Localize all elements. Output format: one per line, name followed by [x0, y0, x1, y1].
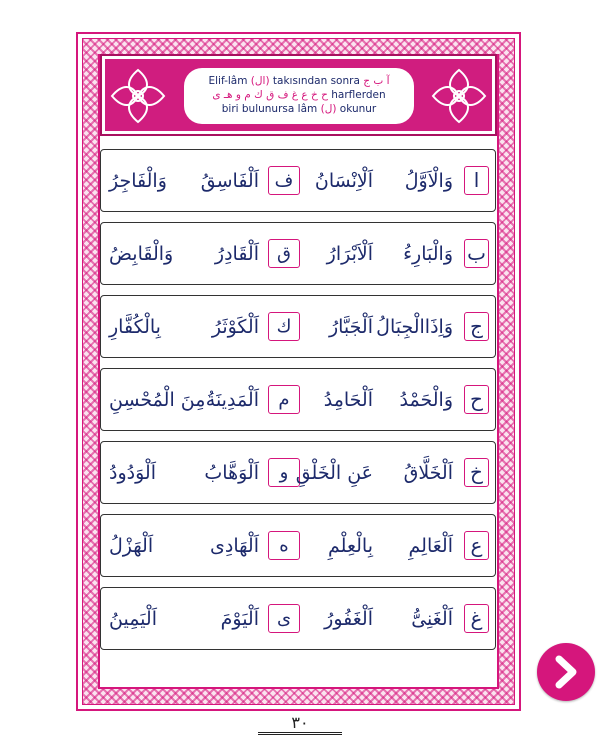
- example-word: اَلْيَوْمَ: [220, 608, 259, 630]
- floral-ornament-icon: [429, 66, 489, 126]
- exercise-row: [100, 587, 496, 650]
- rule-text-arabic: (ال): [250, 75, 270, 87]
- example-word: اَلْغَفُورُ: [324, 608, 373, 630]
- next-page-button[interactable]: [537, 643, 595, 701]
- rule-text-latin: harflerden: [331, 89, 386, 101]
- moon-letter-box: ق: [268, 239, 300, 268]
- example-word: اَلْاَبْرَارُ: [326, 243, 373, 265]
- moon-letter-box: ى: [268, 604, 300, 633]
- example-word: اَلْغَنِىُّ: [411, 608, 453, 630]
- example-word: اَلْقَادِرُ: [214, 243, 259, 265]
- sun-letter-box: ا: [464, 166, 489, 195]
- example-word: مِنَ الْمُحْسِنِ: [109, 389, 206, 411]
- example-word: عَنِ الْخَلْقِ: [295, 462, 373, 484]
- example-word: اَلْمَدِينَةُ: [205, 389, 259, 411]
- example-word: اَلْاِنْسَانُ: [314, 170, 373, 192]
- sun-letter-box: غ: [464, 604, 489, 633]
- moon-letter-box: م: [268, 385, 300, 414]
- example-word: بِالْكُفَّارِ: [109, 316, 161, 338]
- example-word: وَاِذَاالْجِبَالُ: [376, 316, 453, 338]
- header-banner: [100, 54, 497, 136]
- sun-letter-box: ج: [464, 312, 489, 341]
- exercise-row: [100, 368, 496, 431]
- moon-letter-box: ك: [268, 312, 300, 341]
- rule-text-arabic: (ل): [320, 103, 337, 115]
- exercise-row: [100, 514, 496, 577]
- page-number: ٣٠: [291, 713, 309, 732]
- rule-line-1: [184, 74, 414, 88]
- rule-text-latin: biri bulunursa lâm: [221, 103, 318, 115]
- exercise-row: [100, 441, 496, 504]
- floral-ornament-icon: [108, 66, 168, 126]
- example-word: اَلْيَمِينُ: [109, 608, 157, 630]
- rule-text-latin: okunur: [339, 103, 377, 115]
- moon-letter-box: ف: [268, 166, 300, 195]
- moon-letter-box: ه: [268, 531, 300, 560]
- exercise-row: [100, 222, 496, 285]
- example-word: اَلْجَبَّارُ: [328, 316, 373, 338]
- example-word: اَلْحَامِدُ: [323, 389, 373, 411]
- example-word: وَالْقَابِضُ: [109, 243, 174, 265]
- sun-letter-box: خ: [464, 458, 489, 487]
- example-word: اَلْهَادِى: [210, 535, 259, 557]
- rule-text-latin: Elif-lâm: [208, 75, 248, 87]
- exercise-row: [100, 149, 496, 212]
- example-word: اَلْهَزْلُ: [109, 535, 154, 557]
- rule-line-2: [184, 88, 414, 102]
- example-word: اَلْعَالِمِ: [408, 535, 453, 557]
- header-text-box: [184, 68, 414, 124]
- example-word: وَالْبَارِءُ: [403, 243, 453, 265]
- rule-text-arabic: آ ب ج: [363, 75, 390, 87]
- rule-text: [184, 74, 414, 116]
- example-word: بِالْعِلْمِ: [328, 535, 373, 557]
- rule-text-arabic: ح خ ع غ ف ق ك م و هـ ى: [212, 89, 328, 101]
- moon-letter-box: و: [268, 458, 300, 487]
- sun-letter-box: ب: [464, 239, 489, 268]
- page-number-rule: [258, 732, 342, 735]
- example-word: اَلْوَدُودُ: [109, 462, 156, 484]
- example-word: وَالْاَوَّلُ: [404, 170, 453, 192]
- example-word: وَالْفَاجِرُ: [109, 170, 167, 192]
- example-word: اَلْخَلَّاقُ: [403, 462, 453, 484]
- example-word: وَالْحَمْدُ: [399, 389, 453, 411]
- example-word: اَلْوَهَّابُ: [204, 462, 259, 484]
- example-word: اَلْكَوْثَرُ: [211, 316, 259, 338]
- sun-letter-box: ع: [464, 531, 489, 560]
- example-word: اَلْفَاسِقُ: [200, 170, 259, 192]
- chevron-right-icon: [537, 643, 595, 701]
- sun-letter-box: ح: [464, 385, 489, 414]
- exercise-row: [100, 295, 496, 358]
- rule-line-3: [184, 102, 414, 116]
- rule-text-latin: takısından sonra: [272, 75, 360, 87]
